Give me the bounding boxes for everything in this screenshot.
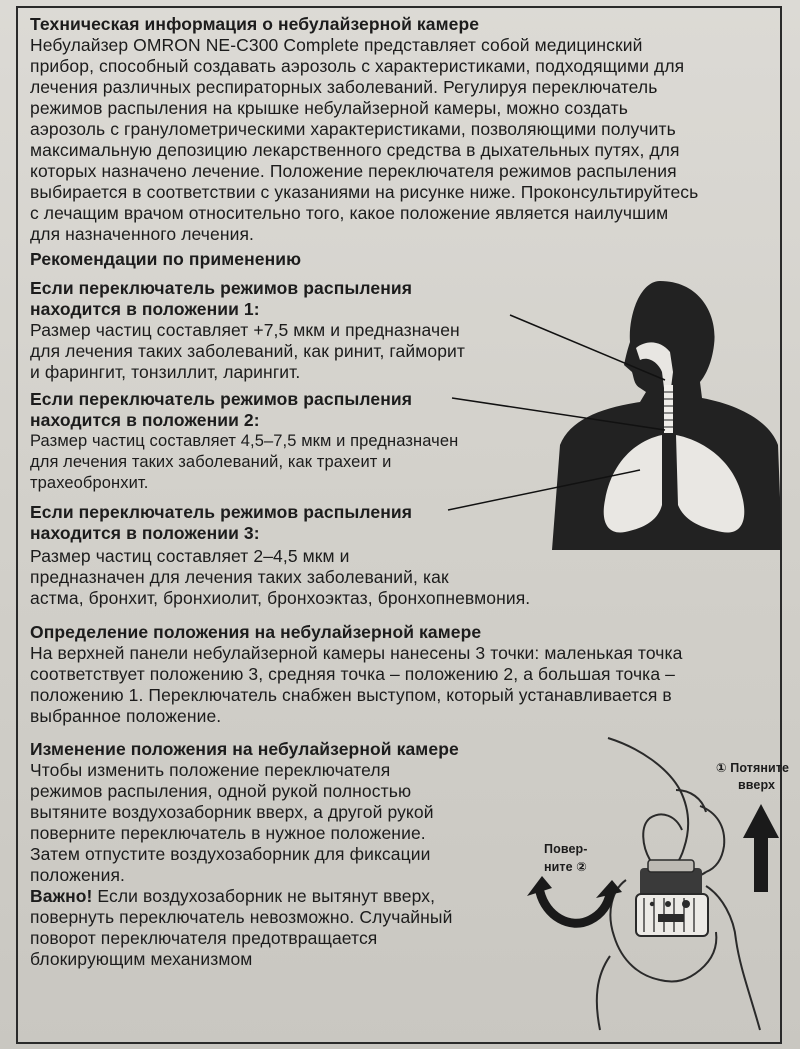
tech-info-text-line-4: режимов распыления на крышке небулайзерной камеры, можно создать	[30, 98, 628, 118]
position-2-text-1: Размер частиц составляет 4,5–7,5 мкм и предназначен	[30, 432, 459, 450]
position-3-heading-1: Если переключатель режимов распыления	[30, 502, 413, 522]
nebulizer-chamber-icon	[636, 860, 708, 936]
position-1-text-3: и фарингит, тонзиллит, ларингит.	[30, 362, 301, 382]
position-change-text-line-6: положения.	[30, 865, 125, 885]
turn-label-line-1: Повер-	[544, 842, 588, 856]
position-2-text-3: трахеобронхит.	[30, 474, 149, 492]
position-change-text-line-1: Чтобы изменить положение переключателя	[30, 760, 391, 780]
position-1-text-2: для лечения таких заболеваний, как ринит, гайморит	[30, 341, 466, 361]
position-3-text-3: астма, бронхит, бронхиолит, бронхоэктаз, бронхопневмония.	[30, 588, 531, 608]
position-1-heading-1: Если переключатель режимов распыления	[30, 278, 413, 298]
tech-info-text-line-3: лечения различных респираторных заболеваний. Регулируя переключатель	[30, 77, 658, 97]
turn-arrow-icon	[527, 876, 622, 923]
position-change-text-line-5: Затем отпустите воздухозаборник для фиксации	[30, 844, 431, 864]
pull-up-label	[716, 760, 789, 794]
tech-info-text-line-6: максимальную депозицию лекарственного средства в дыхательных путях, для	[30, 140, 680, 160]
position-2-heading-2: находится в положении 2:	[30, 410, 260, 430]
position-change-title: Изменение положения на небулайзерной камере	[30, 739, 459, 759]
position-1-text-1: Размер частиц составляет +7,5 мкм и предназначен	[30, 320, 460, 340]
tech-info-title: Техническая информация о небулайзерной камере	[30, 14, 480, 34]
tech-info-text-line-1: Небулайзер OMRON NE-C300 Complete представляет собой медицинский	[30, 35, 643, 55]
tech-info-text-line-2: прибор, способный создавать аэрозоль с характеристиками, подходящими для	[30, 56, 685, 76]
position-definition-text-line-4: выбранное положение.	[30, 706, 222, 726]
position-change-text-line-4: поверните переключатель в нужное положение.	[30, 823, 426, 843]
position-definition-text-line-2: соответствует положению 3, средняя точка – положению 2, а большая точка –	[30, 664, 675, 684]
position-3-text-2: предназначен для лечения таких заболеваний, как	[30, 567, 449, 587]
position-3-text-1: Размер частиц составляет 2–4,5 мкм и	[30, 546, 350, 566]
pull-up-label-line-2: вверх	[738, 778, 776, 792]
tech-info-text-line-10: для назначенного лечения.	[30, 224, 254, 244]
position-change-text-line-3: вытяните воздухозаборник вверх, а другой рукой	[30, 802, 434, 822]
position-2-heading-1: Если переключатель режимов распыления	[30, 389, 413, 409]
position-1-heading-2: находится в положении 1:	[30, 299, 260, 319]
top-hand-icon	[608, 738, 724, 880]
turn-label	[544, 840, 588, 876]
important-text-line-3: блокирующим механизмом	[30, 949, 253, 969]
position-definition-text-line-1: На верхней панели небулайзерной камеры нанесены 3 точки: маленькая точка	[30, 643, 683, 663]
pull-up-arrow-icon	[743, 804, 779, 892]
recommendations-title: Рекомендации по применению	[30, 249, 302, 269]
important-text-line-2: поворот переключателя предотвращается	[30, 928, 378, 948]
turn-label-line-2: ните ②	[544, 860, 587, 874]
important-text-line-1: повернуть переключатель невозможно. Случайный	[30, 907, 453, 927]
tech-info-text-line-5: аэрозоль с гранулометрическими характеристиками, позволяющими получить	[30, 119, 676, 139]
position-definition-text-line-3: положению 1. Переключатель снабжен выступом, который устанавливается в	[30, 685, 672, 705]
tech-info-text-line-8: выбирается в соответствии с указаниями на рисунке ниже. Проконсультируйтесь	[30, 182, 699, 202]
important-text-1: Если воздухозаборник не вытянут вверх,	[92, 886, 436, 906]
tech-info-text-line-7: которых назначено лечение. Положение переключателя режимов распыления	[30, 161, 677, 181]
position-definition-title: Определение положения на небулайзерной камере	[30, 622, 482, 642]
position-change-text-line-2: режимов распыления, одной рукой полностью	[30, 781, 412, 801]
pull-up-label-line-1: ① Потяните	[716, 761, 790, 775]
position-3-heading-2: находится в положении 3:	[30, 523, 260, 543]
position-2-text-2: для лечения таких заболеваний, как трахеит и	[30, 453, 392, 471]
tech-info-text-line-9: с лечащим врачом относительно того, какое положение является наилучшим	[30, 203, 669, 223]
important-label: Важно!	[30, 886, 93, 906]
